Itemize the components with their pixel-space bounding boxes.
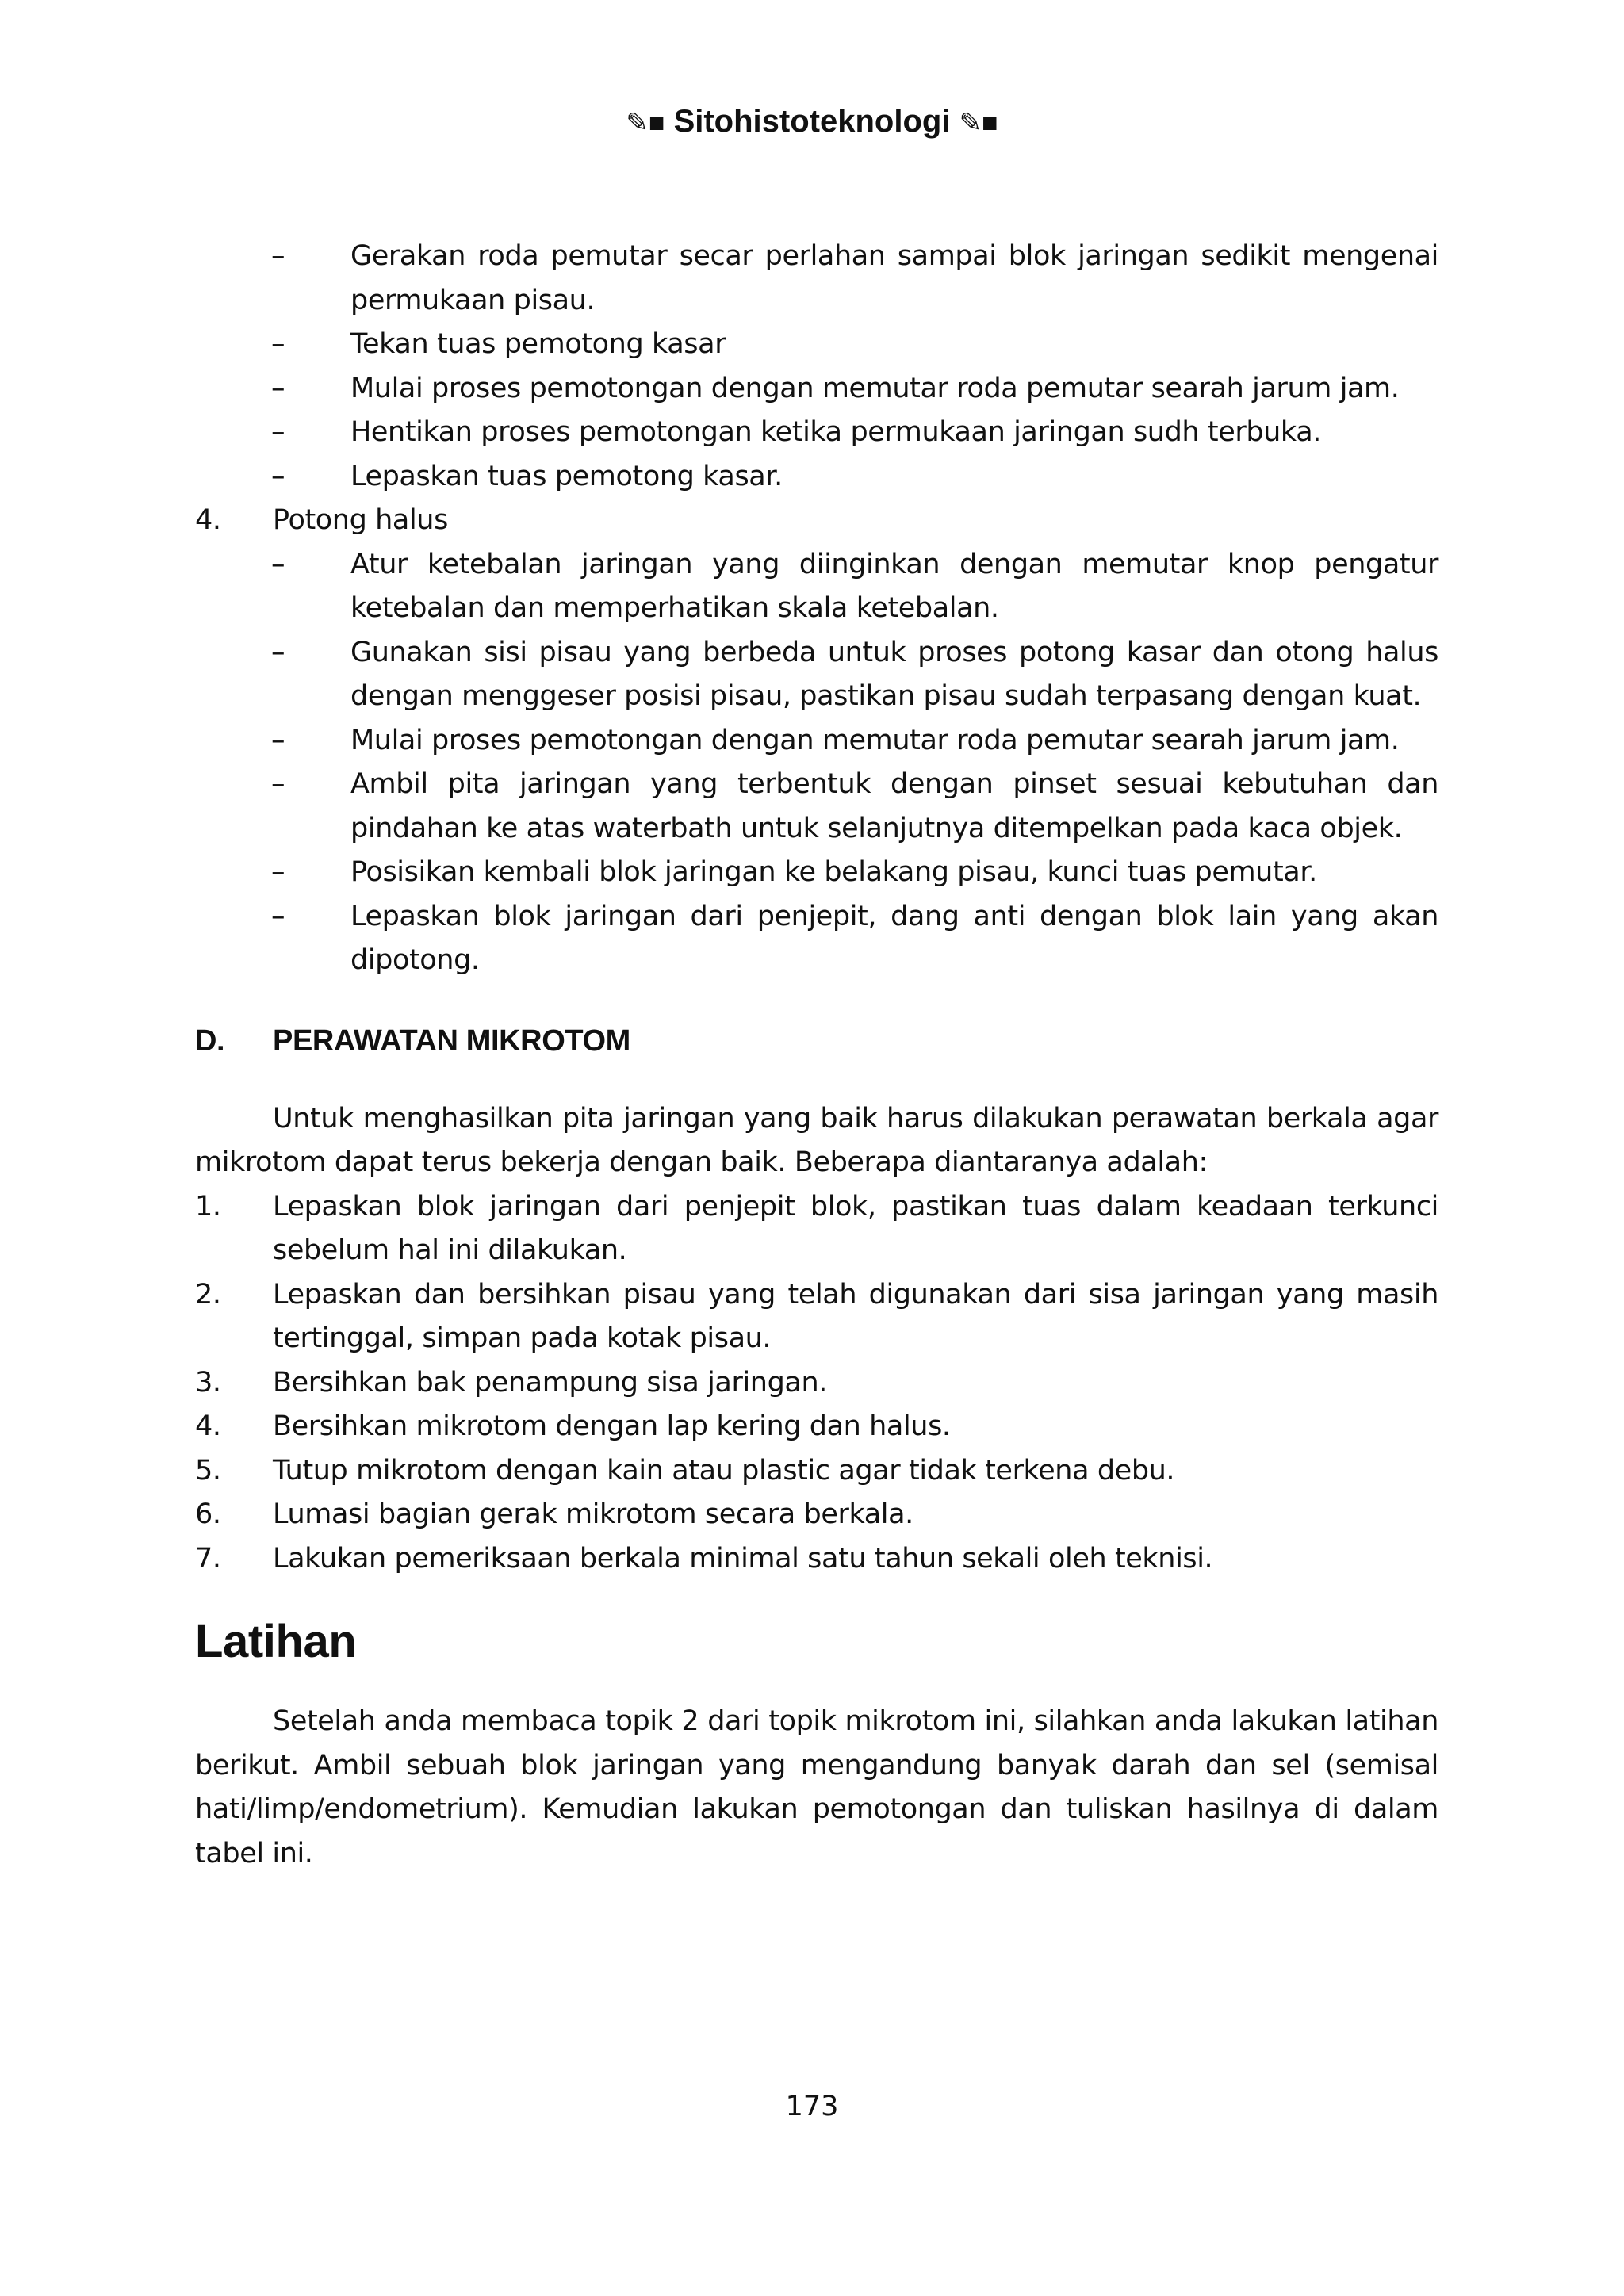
dash-marker: – [271, 856, 285, 888]
list-item [195, 1273, 1438, 1361]
list-item-text: Lepaskan tuas pemotong kasar. [350, 460, 783, 492]
list-item-text: Ambil pita jaringan yang terbentuk dengan pinset sesuai kebutuhan dan pindahan ke atas waterbath untuk selanjutnya ditempelkan pada kaca objek. [350, 768, 1438, 844]
latihan-paragraph: Setelah anda membaca topik 2 dari topik mikrotom ini, silahkan anda lakukan latihan berikut. Ambil sebuah blok jaringan yang mengandung banyak darah dan sel (semisal hati/limp/endometrium). Kemudian lakukan pemotongan dan tuliskan hasilnya di dalam tabel ini. [195, 1705, 1438, 1869]
list-item-text: Lakukan pemeriksaan berkala minimal satu tahun sekali oleh teknisi. [273, 1542, 1213, 1575]
continued-step-list [195, 235, 1438, 499]
dash-marker: – [271, 372, 285, 404]
step-4-heading [195, 499, 1438, 543]
list-item [195, 1493, 1438, 1537]
dash-marker: – [271, 416, 285, 448]
dash-marker: – [271, 240, 285, 272]
item-number: 4. [195, 1410, 221, 1442]
maintenance-list [195, 1185, 1438, 1582]
dash-marker: – [271, 548, 285, 580]
item-number: 6. [195, 1498, 221, 1530]
section-letter: D. [195, 1024, 225, 1058]
page-number: 173 [785, 2091, 839, 2122]
list-item [195, 367, 1438, 411]
list-item-text: Lumasi bagian gerak mikrotom secara berkala. [273, 1498, 914, 1530]
list-item-text: Lepaskan blok jaringan dari penjepit, dang anti dengan blok lain yang akan dipotong. [350, 900, 1438, 976]
item-number: 2. [195, 1278, 221, 1311]
list-item-text: Atur ketebalan jaringan yang diinginkan dengan memutar knop pengatur ketebalan dan memperhatikan skala ketebalan. [350, 548, 1438, 624]
list-item [195, 235, 1438, 323]
list-item-text: Bersihkan mikrotom dengan lap kering dan halus. [273, 1410, 951, 1442]
pencil-square-ornament-icon: ✎■ [959, 108, 998, 138]
list-item [195, 543, 1438, 631]
step-title: Potong halus [273, 504, 448, 536]
item-number: 5. [195, 1454, 221, 1487]
dash-marker: – [271, 768, 285, 800]
pencil-square-ornament-icon: ✎■ [626, 108, 665, 138]
item-number: 7. [195, 1542, 221, 1575]
list-item [195, 631, 1438, 719]
list-item [195, 895, 1438, 983]
latihan-title: Latihan [195, 1616, 357, 1667]
list-item-text: Lepaskan blok jaringan dari penjepit blok, pastikan tuas dalam keadaan terkunci sebelum hal ini dilakukan. [273, 1190, 1438, 1266]
list-item [195, 1185, 1438, 1273]
section-d-heading [195, 1021, 1438, 1061]
list-item-text: Gunakan sisi pisau yang berbeda untuk proses potong kasar dan otong halus dengan menggeser posisi pisau, pastikan pisau sudah terpasang dengan kuat. [350, 636, 1438, 712]
list-item [195, 719, 1438, 763]
list-item [195, 323, 1438, 367]
list-item [195, 763, 1438, 851]
list-item [195, 851, 1438, 895]
running-header [0, 101, 1624, 143]
list-item-text: Lepaskan dan bersihkan pisau yang telah digunakan dari sisa jaringan yang masih tertinggal, simpan pada kotak pisau. [273, 1278, 1438, 1354]
list-item-text: Bersihkan bak penampung sisa jaringan. [273, 1366, 827, 1399]
list-item-text: Mulai proses pemotongan dengan memutar roda pemutar searah jarum jam. [350, 372, 1400, 404]
dash-marker: – [271, 900, 285, 932]
section-title: PERAWATAN MIKROTOM [273, 1024, 630, 1058]
step-4-list [195, 543, 1438, 983]
dash-marker: – [271, 636, 285, 668]
list-item [195, 1537, 1438, 1582]
list-item [195, 1405, 1438, 1449]
section-d-intro: Untuk menghasilkan pita jaringan yang baik harus dilakukan perawatan berkala agar mikrotom dapat terus bekerja dengan baik. Beberapa diantaranya adalah: [195, 1102, 1438, 1178]
dash-marker: – [271, 724, 285, 756]
dash-marker: – [271, 460, 285, 492]
list-item [195, 455, 1438, 499]
header-title: Sitohistoteknologi [673, 104, 951, 139]
list-item-text: Tutup mikrotom dengan kain atau plastic agar tidak terkena debu. [273, 1454, 1175, 1487]
item-number: 1. [195, 1190, 221, 1223]
list-item-text: Hentikan proses pemotongan ketika permukaan jaringan sudh terbuka. [350, 416, 1321, 448]
list-item [195, 1449, 1438, 1494]
item-number: 3. [195, 1366, 221, 1399]
page-content [195, 235, 1438, 1876]
list-item-text: Mulai proses pemotongan dengan memutar roda pemutar searah jarum jam. [350, 724, 1400, 756]
list-item [195, 411, 1438, 455]
dash-marker: – [271, 328, 285, 360]
step-number: 4. [195, 504, 221, 536]
list-item-text: Tekan tuas pemotong kasar [350, 328, 726, 360]
list-item-text: Posisikan kembali blok jaringan ke belakang pisau, kunci tuas pemutar. [350, 856, 1317, 888]
list-item-text: Gerakan roda pemutar secar perlahan sampai blok jaringan sedikit mengenai permukaan pisau. [350, 240, 1438, 316]
list-item [195, 1361, 1438, 1406]
